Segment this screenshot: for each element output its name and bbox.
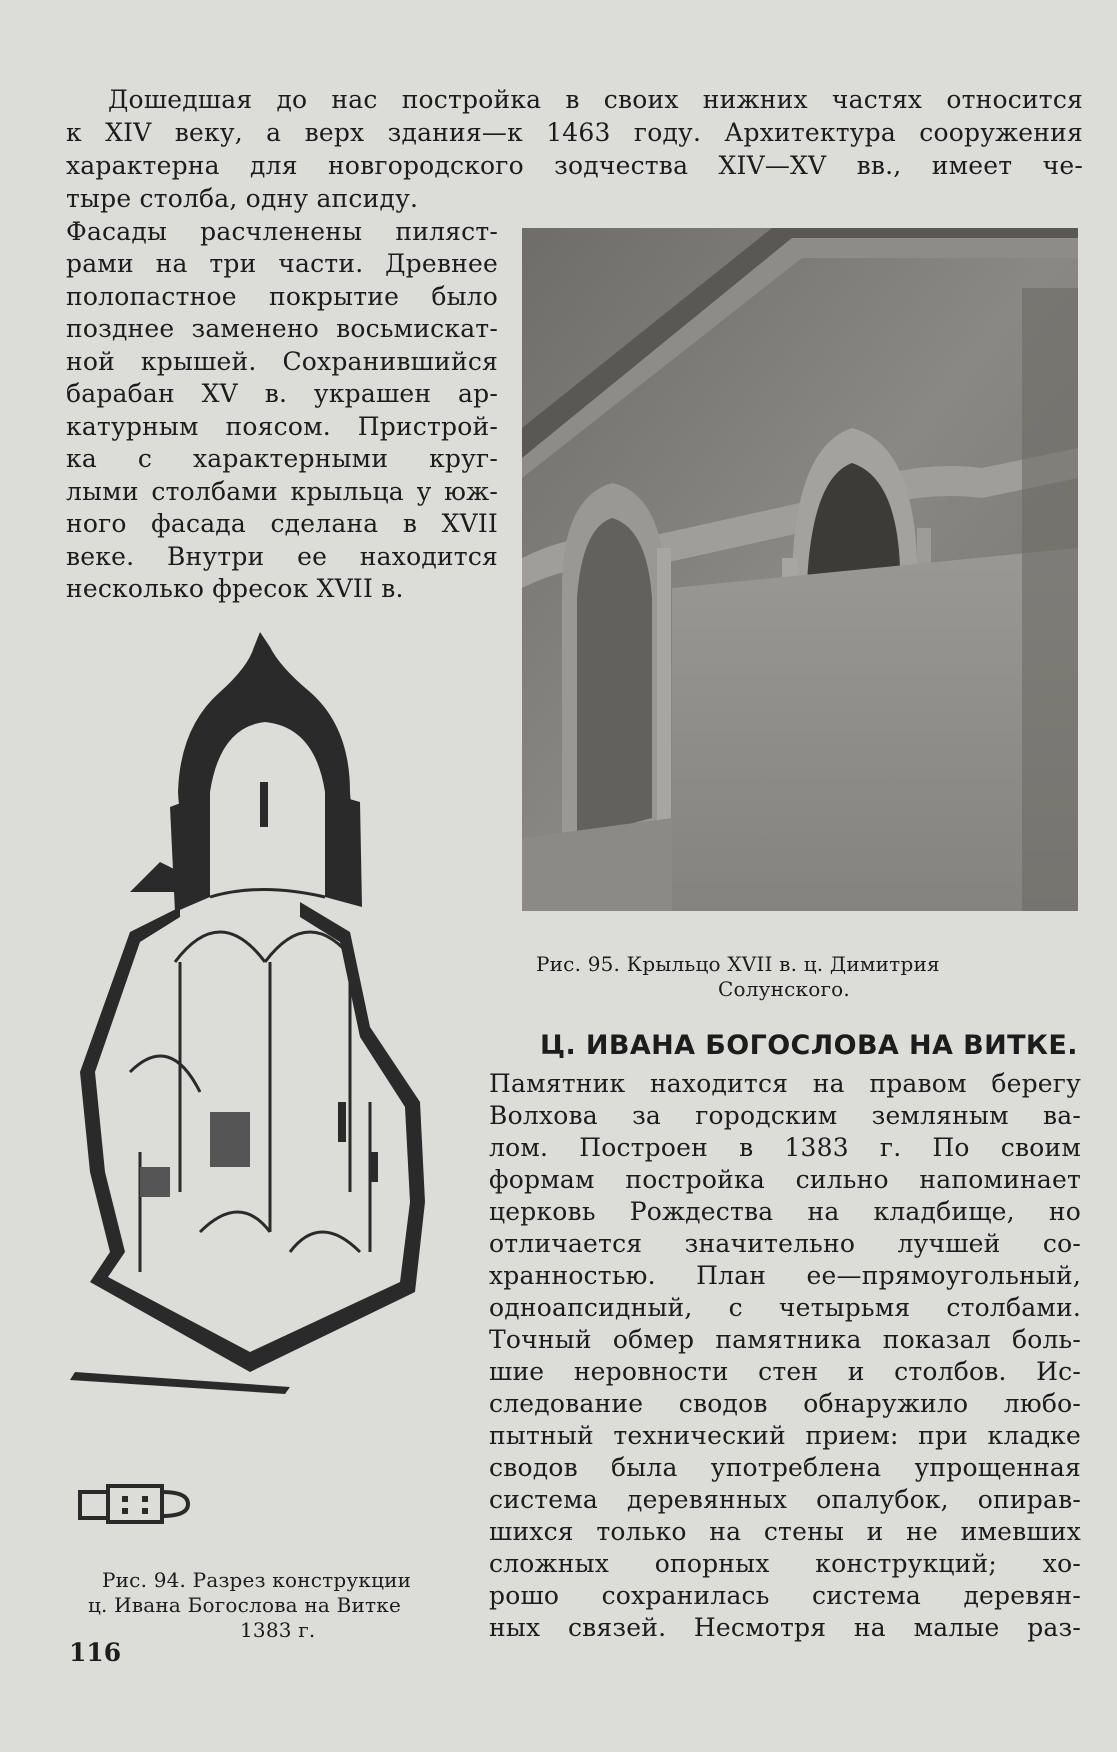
left-column-line: ка с характерными круг-	[66, 444, 498, 473]
porch-photo-image	[522, 228, 1078, 911]
section-line: лом. Построен в 1383 г. По своим	[489, 1133, 1081, 1162]
figure-95-caption: Солунского.	[718, 977, 850, 1001]
section-line: Волхова за городским земляным ва-	[489, 1101, 1081, 1130]
figure-94-caption: 1383 г.	[240, 1618, 316, 1642]
page-number: 116	[69, 1638, 122, 1667]
section-line: следование сводов обнаружило любо-	[489, 1389, 1081, 1418]
section-line: рошо сохранилась система деревян-	[489, 1581, 1081, 1610]
left-column-line: лыми столбами крыльца у юж-	[66, 477, 498, 506]
section-line: ных связей. Несмотря на малые раз-	[489, 1613, 1081, 1642]
section-line: формам постройка сильно напоминает	[489, 1165, 1081, 1194]
intro-line: к XIV веку, а верх здания—к 1463 году. Архитектура сооружения	[66, 118, 1083, 147]
figure-95-photo	[522, 228, 1078, 911]
left-column-line: ного фасада сделана в XVII	[66, 509, 498, 538]
left-column-line: полопастное покрытие было	[66, 282, 498, 311]
section-line: отличается значительно лучшей со-	[489, 1229, 1081, 1258]
left-column-line: рами на три части. Древнее	[66, 249, 498, 278]
section-line: церковь Рождества на кладбище, но	[489, 1197, 1081, 1226]
left-column-line: ной крышей. Сохранившийся	[66, 347, 498, 376]
section-title: Ц. ИВАНА БОГОСЛОВА НА ВИТКЕ.	[540, 1030, 1078, 1061]
left-column-line: катурным поясом. Пристрой-	[66, 412, 498, 441]
figure-95-caption: Рис. 95. Крыльцо XVII в. ц. Димитрия	[536, 952, 940, 976]
section-line: сводов была употреблена упрощенная	[489, 1453, 1081, 1482]
section-line: шие неровности стен и столбов. Ис-	[489, 1357, 1081, 1386]
plan-image	[78, 1484, 198, 1524]
section-line: хранностью. План ее—прямоугольный,	[489, 1261, 1081, 1290]
section-line: Памятник находится на правом берегу	[489, 1069, 1081, 1098]
left-column-line: Фасады расчленены пиляст-	[66, 217, 498, 246]
church-plan-sketch	[78, 1484, 198, 1524]
church-section-drawing	[70, 632, 470, 1402]
figure-94-caption: ц. Ивана Богослова на Витке	[88, 1593, 401, 1617]
section-line: пытный технический прием: при кладке	[489, 1421, 1081, 1450]
section-line: система деревянных опалубок, опирав-	[489, 1485, 1081, 1514]
left-column-line: несколько фресок XVII в.	[66, 574, 404, 603]
intro-line: Дошедшая до нас постройка в своих нижних частях относится	[108, 85, 1083, 114]
left-column-line: веке. Внутри ее находится	[66, 542, 498, 571]
section-line: сложных опорных конструкций; хо-	[489, 1549, 1081, 1578]
figure-94-caption: Рис. 94. Разрез конструкции	[102, 1568, 412, 1592]
left-column-line: позднее заменено восьмискат-	[66, 314, 498, 343]
section-line: шихся только на стены и не имевших	[489, 1517, 1081, 1546]
section-line: Точный обмер памятника показал боль-	[489, 1325, 1081, 1354]
section-line: одноапсидный, с четырьмя столбами.	[489, 1293, 1081, 1322]
figure-94-drawing	[70, 632, 470, 1402]
intro-line: тыре столба, одну апсиду.	[66, 184, 419, 213]
left-column-line: барабан XV в. украшен ар-	[66, 379, 498, 408]
intro-line: характерна для новгородского зодчества XIV—XV вв., имеет че-	[66, 151, 1083, 180]
